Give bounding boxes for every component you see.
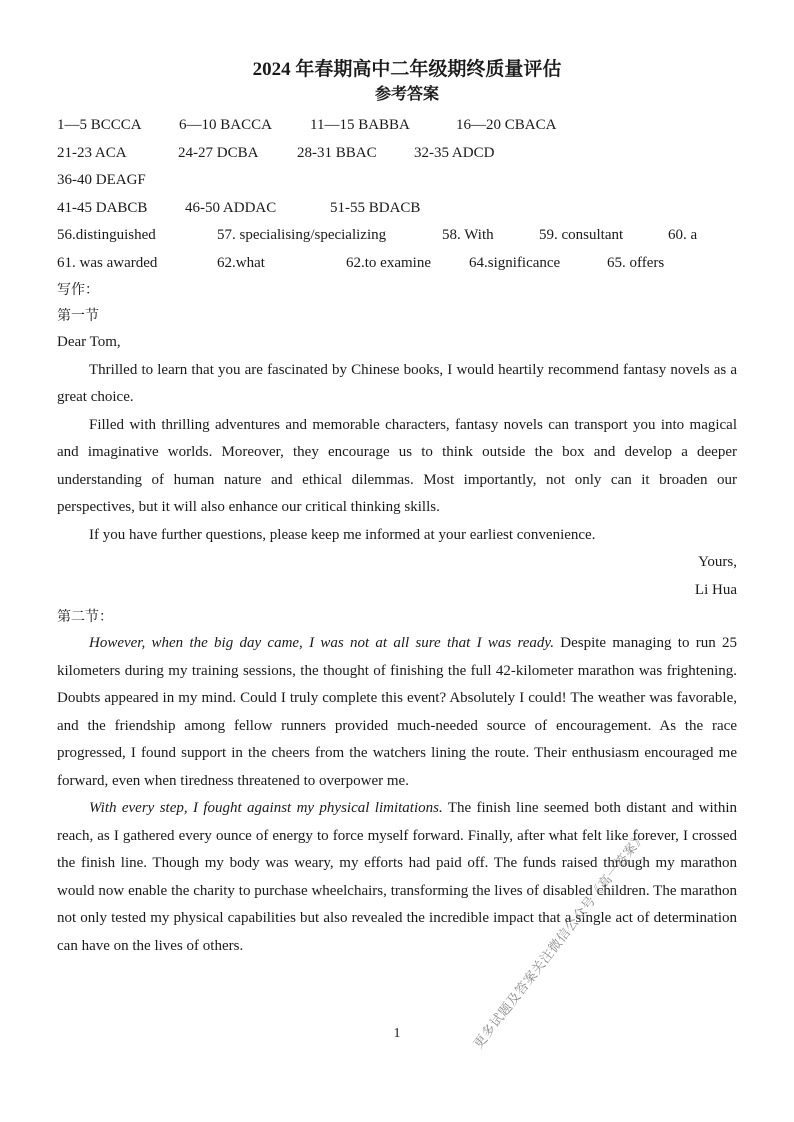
- answer-item: 46-50 ADDAC: [185, 199, 277, 216]
- answer-item: 6—10 BACCA: [179, 117, 272, 133]
- paragraph-body: The finish line seemed both distant and within reach, as I gathered every ounce of energy to force myself forward. Finally, after what felt like forever, I crossed the finish line. Though my body was weary, my efforts had paid off. The funds raised through my marathon would now enable the charity to purchase wheelchairs, transforming the lives of disabled children. The marathon not only tested my physical capabilities but also revealed the incredible impact that a single act of determination can have on the lives of others.: [57, 800, 737, 954]
- answer-item: 58. With: [442, 227, 494, 243]
- answer-row: [57, 167, 737, 195]
- letter-paragraph: Filled with thrilling adventures and memorable characters, fantasy novels can transport you into magical and imaginative worlds. Moreover, they encourage us to think outside the box and develop a deeper understanding of human nature and ethical dilemmas. Most importantly, not only can it broaden our perspectives, but it will also enhance our critical thinking skills.: [57, 416, 737, 515]
- section2-label: 第二节：: [57, 609, 113, 625]
- continuation-essay: [57, 630, 737, 960]
- letter-signature: Li Hua: [694, 581, 737, 598]
- paragraph-body: Despite managing to run 25 kilometers during my training sessions, the thought of finishing the full 42-kilometer marathon was frightening. Doubts appeared in my mind. Could I truly complete this event? Absolutely I could! The weather was favorable, and the friendship among fellow runners provided much-needed source of encouragement. As the race progressed, I found support in the cheers from the watchers lining the route. Their enthusiasm encouraged me forward, even when tiredness threatened to overpower me.: [57, 635, 737, 789]
- essay-paragraph: [57, 630, 737, 795]
- answer-key: [57, 112, 737, 277]
- answer-item: 60. a: [668, 227, 698, 243]
- letter: [57, 329, 737, 604]
- answer-item: 57. specialising/specializing: [217, 227, 387, 243]
- answer-row: [57, 250, 737, 278]
- answer-item: 62.to examine: [346, 254, 431, 271]
- paragraph-lead-sentence: However, when the big day came, I was not at all sure that I was ready.: [89, 635, 554, 651]
- answer-item: 62.what: [217, 254, 265, 271]
- answer-item: 59. consultant: [539, 227, 624, 243]
- writing-label: 写作：: [57, 282, 99, 298]
- answer-row: [57, 112, 737, 140]
- answer-item: 65. offers: [607, 254, 665, 271]
- essay-paragraph: [57, 795, 737, 960]
- letter-closing: Yours,: [698, 554, 737, 570]
- watermark: 更多试题及答案关注微信公众号《高一答案》: [471, 829, 650, 1052]
- answer-item: 41-45 DABCB: [57, 199, 148, 216]
- answer-row: [57, 222, 737, 250]
- answer-item: 51-55 BDACB: [330, 199, 421, 216]
- answer-item: 64.significance: [469, 254, 561, 271]
- answer-item: 36-40 DEAGF: [57, 172, 146, 188]
- answer-row: [57, 140, 737, 168]
- answer-item: 1—5 BCCCA: [57, 117, 142, 133]
- section1-label: 第一节: [57, 308, 99, 324]
- answer-item: 28-31 BBAC: [297, 144, 377, 161]
- salutation: Dear Tom,: [57, 334, 121, 350]
- answer-item: 56.distinguished: [57, 227, 156, 243]
- page-subtitle: 参考答案: [374, 86, 439, 103]
- letter-paragraph: Thrilled to learn that you are fascinated by Chinese books, I would heartily recommend fantasy novels as a great choice.: [57, 361, 737, 405]
- page-title: 2024 年春期高中二年级期终质量评估: [252, 59, 562, 80]
- answer-item: 32-35 ADCD: [414, 144, 495, 161]
- answer-item: 21-23 ACA: [57, 144, 127, 161]
- page-number: 1: [393, 1026, 401, 1041]
- answer-item: 11—15 BABBA: [310, 117, 410, 133]
- letter-paragraph: If you have further questions, please keep me informed at your earliest convenience.: [89, 526, 596, 543]
- paragraph-lead-sentence: With every step, I fought against my physical limitations.: [89, 800, 443, 816]
- answer-item: 24-27 DCBA: [178, 144, 259, 161]
- answer-item: 16—20 CBACA: [456, 117, 557, 133]
- answer-sheet: [57, 58, 737, 960]
- answer-item: 61. was awarded: [57, 254, 158, 271]
- answer-row: [57, 195, 737, 223]
